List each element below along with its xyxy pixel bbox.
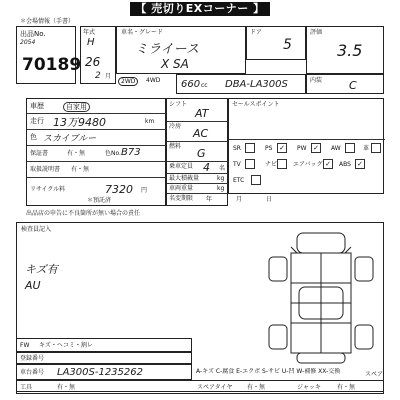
mileage-value: 13万9480 [53,116,106,129]
load-label: 最大積載量 [169,175,200,182]
lot-label: 出品No. [20,30,46,38]
mileage-label: 走行 [30,117,44,125]
deadline-month: 月 [236,196,243,203]
option-etc: ETC [233,177,245,184]
ac-label: 冷房 [169,123,182,130]
inspector-line2: AU [25,279,41,292]
color-value: スカイブルー [43,134,97,144]
deadline-day: 日 [266,196,273,203]
history-label: 車歴 [30,102,44,110]
spec-table [26,98,166,206]
fw-value: キズ・ヘコミ・割レ [39,342,93,349]
load-unit: kg [217,175,225,182]
manual-value: 有・無 [71,166,90,173]
recycle-value: 7320 [105,183,133,196]
color-no-label: 色No. [105,150,121,157]
ac-value: AC [193,127,209,140]
damage-legend: A-キズ C-腐食 E-エクボ S-サビ U-凹 W-補修 XX-交換 [196,368,341,375]
weight-unit: kg [217,185,225,192]
capacity-value: 4 [203,161,210,174]
fuel-label: 燃料 [169,143,182,150]
sales-point-box [228,98,384,194]
displacement-value: 660 [181,79,201,90]
displacement-box [176,74,306,94]
option-pw: PW [297,145,307,152]
option-ps-check: ✓ [277,143,287,153]
manual-label: 取扱説明書 [30,166,61,173]
recycle-unit: 円 [141,187,148,194]
year-era: H [87,37,95,48]
option-leather: 革 [363,145,370,152]
inspection-label: 保証書 [30,150,49,157]
drive-row [116,74,176,88]
capacity-unit: 名 [219,165,226,172]
score-label: 評価 [310,29,323,36]
option-sr-check [245,143,255,153]
year-box [80,26,116,84]
score-value: 3.5 [337,41,363,60]
score-box [306,26,384,74]
lot-number: 70189 [22,55,82,75]
car-grade: X SA [161,57,189,71]
history-value: 自家用 [63,102,90,112]
option-sr: SR [233,145,241,152]
year-label: 年式 [83,29,96,36]
option-airbag-check: ✓ [323,159,333,169]
option-etc-check [251,175,261,185]
option-ps: PS [265,145,273,152]
option-aw-check [345,143,355,153]
color-no-value: B73 [121,147,141,158]
lot-prefix: 2054 [20,39,36,46]
color-label: 色 [30,133,37,141]
plate-label: 登録番号 [20,355,45,362]
deadline-date [196,196,346,206]
spare-label: スペア [365,371,384,378]
option-leather-check [371,143,381,153]
header-note: ＊会場情報（手書） [20,18,75,25]
tool-label: 工具 [20,384,33,391]
inspector-line1: キズ有 [25,263,58,276]
jack-label: ジャッキ [297,384,321,391]
capacity-label: 乗車定員 [169,163,194,170]
year-month: 2 [95,71,101,81]
fuel-value: G [197,147,206,160]
recycle-label: リサイクル料 [30,186,66,193]
lot-box [16,26,82,84]
doors-box [246,26,306,60]
option-navi-check [277,159,287,169]
weight-label: 車両重量 [169,185,194,192]
tire-label: スペアタイヤ [197,384,233,391]
tire-value: 有・無 [247,384,266,391]
jack-value: 有・無 [337,384,356,391]
car-name: ミライース [135,42,199,57]
option-pw-check: ✓ [311,143,321,153]
tool-value: 有・無 [57,384,76,391]
recycle-note: ＊預託済 [87,197,112,204]
model-value: DBA-LA300S [225,79,288,90]
deadline-label: 名変期限 [169,195,194,202]
plate-row [16,352,192,364]
year-value: 26 [85,55,101,69]
shift-value: AT [195,107,209,120]
chassis-label: 車台番号 [20,369,45,376]
options-grid [231,143,383,191]
chassis-value: LA300S-1235262 [57,367,143,378]
drive-2wd: 2WD [118,77,138,86]
fw-label: FW [20,342,30,349]
inspection-value: 有・無 [67,150,86,157]
fw-row [16,338,192,352]
right-spec-table [166,98,228,206]
option-airbag: エアバッグ [293,161,323,168]
car-label: 車名・グレード [121,29,164,36]
deadline-year: 年 [206,196,213,203]
option-navi: ナビ [265,161,278,168]
chassis-row [16,364,192,380]
interior-label: 内装 [310,77,323,84]
doors-label: ドア [250,29,262,36]
year-month-unit: 月 [105,73,112,80]
mileage-unit: km [145,118,155,125]
option-abs-check: ✓ [355,159,365,169]
interior-value: C [349,79,357,92]
sales-point-label: セールスポイント [232,101,280,108]
displacement-unit: cc [201,82,208,89]
inspector-label: 検査員記入 [21,226,52,233]
equipment-row [16,380,384,394]
option-tv: TV [233,161,241,168]
car-box [116,26,246,74]
option-abs: ABS [339,161,351,168]
corner-banner: 【 売切りEXコーナー 】 [130,2,270,16]
car-diagram [261,227,381,367]
drive-4wd: 4WD [146,77,161,84]
interior-box [306,74,384,94]
doors-value: 5 [283,37,292,53]
footer-note: 出品店の申告に不良箇所が無い場合の責任 [26,210,141,217]
shift-label: シフト [169,101,188,108]
option-tv-check [245,159,255,169]
option-aw: AW [331,145,341,152]
